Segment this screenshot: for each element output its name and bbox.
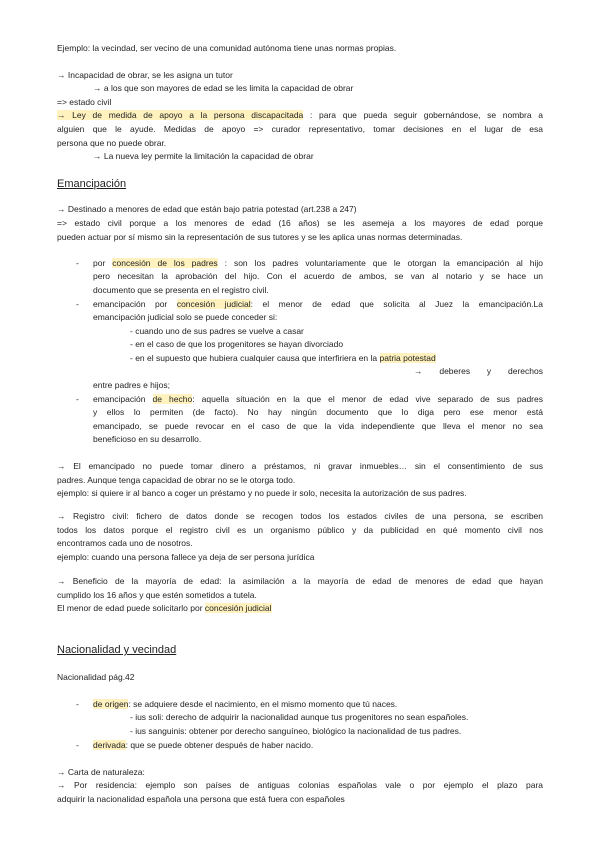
text-line: emancipación de hecho: aquella situación en la que el menor de edad vive separado de sus padres bbox=[93, 394, 543, 404]
text-line: todos los datos porque el registro civil es un organismo público y da publicidad en qué momento civil nos bbox=[57, 525, 543, 535]
text-line: - cuando uno de sus padres se vuelve a casar bbox=[130, 326, 304, 336]
bullet-dash: - bbox=[76, 258, 79, 268]
text-line: documento que se presenta en el registro civil. bbox=[93, 285, 269, 295]
text-line: → Ley de medida de apoyo a la persona discapacitada : para que pueda seguir gobernándose, se nombra a bbox=[57, 110, 543, 120]
text-line: => estado civil porque a los menores de edad (16 años) se les asemeja a los mayores de edad porque bbox=[57, 218, 543, 228]
text-line: - en el caso de que los progenitores se hayan divorciado bbox=[130, 339, 344, 349]
section-heading: Nacionalidad y vecindad bbox=[57, 644, 177, 656]
text-line: Nacionalidad pág.42 bbox=[57, 672, 135, 682]
highlight: derivada bbox=[93, 740, 126, 750]
text-line: → Registro civil: fichero de datos donde se recogen todos los estados civiles de una persona, se escriben bbox=[57, 511, 543, 521]
text-line: adquirir la nacionalidad española una persona que está fuera con españoles bbox=[57, 794, 345, 804]
text-line: Ejemplo: la vecindad, ser vecino de una comunidad autónoma tiene unas normas propias. bbox=[57, 43, 397, 53]
text-line: → El emancipado no puede tomar dinero a préstamos, ni gravar inmuebles… sin el consentimiento de sus bbox=[57, 461, 543, 471]
bullet-dash: - bbox=[76, 699, 79, 709]
text-line: pero necesitan la aprobación del hijo. Con el acuerdo de ambos, se van al notario y se hace un bbox=[93, 271, 543, 281]
highlight: concesión judicial bbox=[204, 603, 272, 613]
highlight: de origen bbox=[93, 699, 129, 709]
bullet-dash: - bbox=[76, 740, 79, 750]
text-line: entre padres e hijos; bbox=[93, 380, 171, 390]
text-line: → Por residencia: ejemplo son países de antiguas colonias españolas vale o por ejemplo el plazo para bbox=[57, 780, 543, 790]
text-line: cumplido los 16 años y que estén sometidos a tutela. bbox=[57, 590, 257, 600]
text-line: ejemplo: si quiere ir al banco a coger un préstamo y no puede ir solo, necesita la autorización de sus padres. bbox=[57, 488, 467, 498]
text-line: padres. Aunque tenga capacidad de obrar no se le otorga todo. bbox=[57, 475, 296, 485]
highlight: patria potestad bbox=[379, 353, 436, 363]
text-line: y ellos lo permiten (de facto). No hay ningún documento que lo diga pero ese menor está bbox=[93, 407, 543, 417]
text-line: → Carta de naturaleza: bbox=[57, 767, 145, 777]
text-line: emancipación judicial solo se puede conceder si: bbox=[93, 312, 278, 322]
text-line: ejemplo: cuando una persona fallece ya deja de ser persona jurídica bbox=[57, 552, 315, 562]
text-line: de origen: se adquiere desde el nacimiento, en el mismo momento que tú naces. bbox=[93, 699, 398, 709]
text-line: pueden actuar por sí mismo sin la representación de sus tutores y se les aplica unas normas determinadas. bbox=[57, 232, 463, 242]
text-line: emancipado, se puede revocar en el caso de que la vida independiente que lleva el menor no sea bbox=[93, 421, 543, 431]
text-line: por concesión de los padres : son los padres voluntariamente que le otorgan la emancipación al hijo bbox=[93, 258, 543, 268]
text-line: → Beneficio de la mayoría de edad: la asimilación a la mayoría de edad de menores de edad que hayan bbox=[57, 576, 543, 586]
text-line: → La nueva ley permite la limitación la capacidad de obrar bbox=[93, 151, 314, 161]
text-line: - ius sanguinis: obtener por derecho sanguíneo, biológico la nacionalidad de tus padres. bbox=[130, 726, 462, 736]
highlight: concesión judicial bbox=[176, 299, 251, 309]
bullet-dash: - bbox=[76, 394, 79, 404]
text-line: → Incapacidad de obrar, se les asigna un tutor bbox=[57, 70, 233, 80]
highlight: concesión de los padres bbox=[112, 258, 218, 268]
text-line: => estado civil bbox=[57, 97, 112, 107]
text-line: - en el supuesto que hubiera cualquier causa que interfiriera en la patria potestad bbox=[130, 353, 436, 363]
bullet-dash: - bbox=[76, 299, 79, 309]
text-line: derivada: que se puede obtener después de haber nacido. bbox=[93, 740, 314, 750]
text-line: encontramos cada uno de nosotros. bbox=[57, 538, 193, 548]
section-heading: Emancipación bbox=[57, 178, 127, 190]
highlight: de hecho bbox=[152, 394, 193, 404]
text-line: → a los que son mayores de edad se les limita la capacidad de obrar bbox=[93, 83, 354, 93]
text-line: El menor de edad puede solicitarlo por concesión judicial bbox=[57, 603, 272, 613]
highlight: → Ley de medida de apoyo a la persona discapacitada bbox=[57, 110, 304, 120]
text-line: beneficioso en su desarrollo. bbox=[93, 434, 202, 444]
text-line: emancipación por concesión judicial: el menor de edad que solicita al Juez la emancipación.La bbox=[93, 299, 543, 309]
text-line: - ius soli: derecho de adquirir la nacionalidad aunque tus progenitores no sean españoles. bbox=[130, 712, 469, 722]
text-line: persona que no puede obrar. bbox=[57, 138, 167, 148]
text-line: → Destinado a menores de edad que están bajo patria potestad (art.238 a 247) bbox=[57, 204, 357, 214]
text-line: → deberes y derechos bbox=[414, 366, 543, 376]
text-line: alguien que le ayude. Medidas de apoyo => curador representativo, tomar decisiones en el lugar de esa bbox=[57, 124, 543, 134]
